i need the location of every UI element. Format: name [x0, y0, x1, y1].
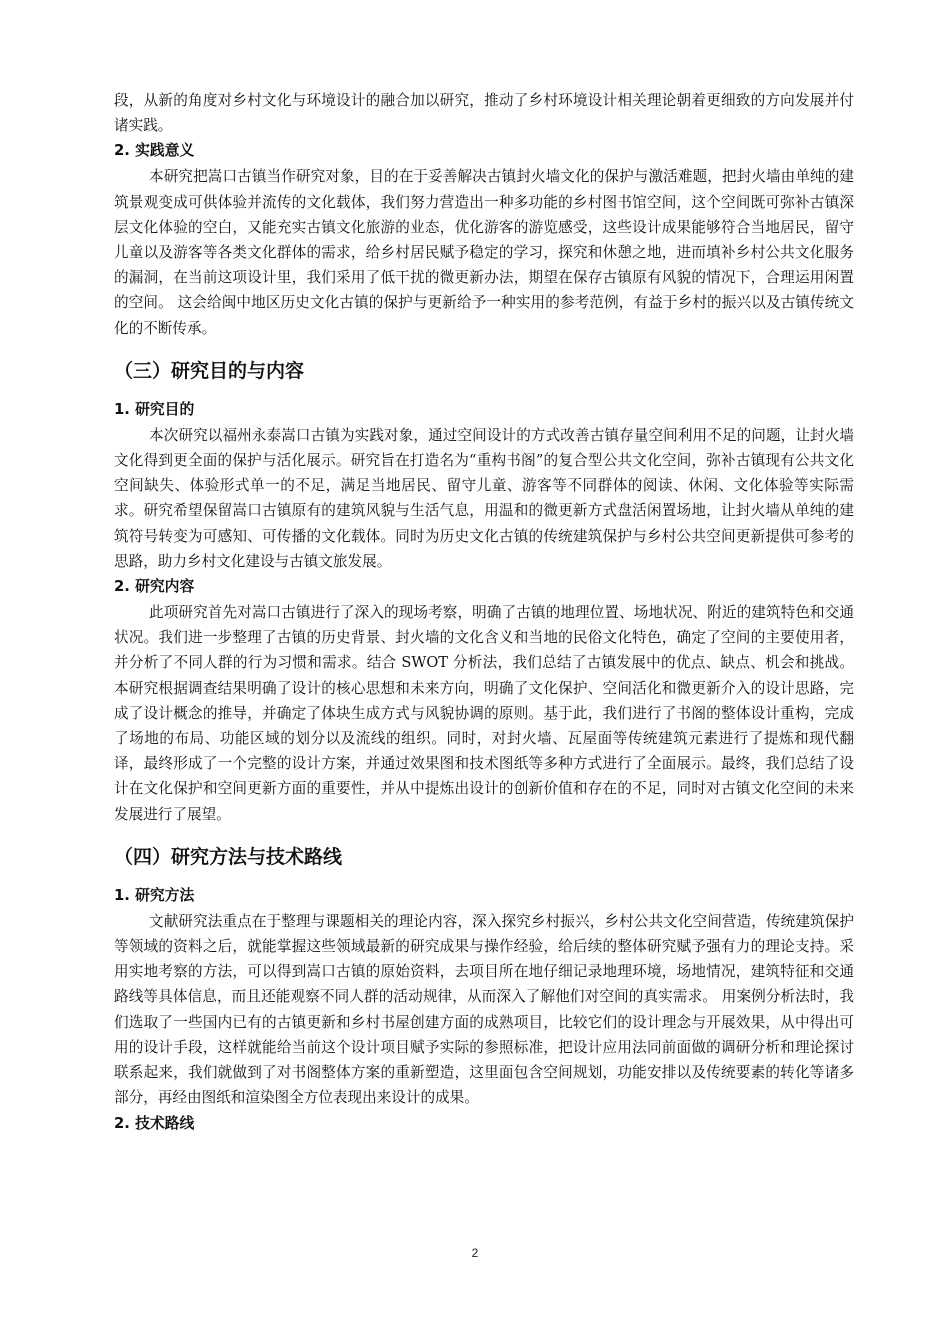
section-heading-methods-route: （四）研究方法与技术路线 — [114, 845, 343, 868]
heading-research-purpose: 1. 研究目的 — [114, 400, 195, 418]
paragraph-research-purpose: 本次研究以福州永泰嵩口古镇为实践对象，通过空间设计的方式改善古镇存量空间利用不足的问题，让封火墙文化得到更全面的保护与活化展示。研究旨在打造名为“重构书阁”的复合型公共文化空间，弥补古镇现有公共文化空间缺失、体验形式单一的不足，满足当地居民、留守儿童、游客等不同群体的阅读、休闲、文化体验等实际需求。研究希望保留嵩口古镇原有的建筑风貌与生活气息，用温和的微更新方式盘活闲置场地，让封火墙从单纯的建筑符号转变为可感知、可传播的文化载体。同时为历史文化古镇的传统建筑保护与乡村公共空间更新提供可参考的思路，助力乡村文化建设与古镇文旅发展。 — [114, 426, 854, 570]
heading-research-content: 2. 研究内容 — [114, 578, 195, 596]
document-body — [114, 88, 854, 1137]
heading-technical-route: 2. 技术路线 — [114, 1114, 195, 1132]
section-heading-purpose-content: （三）研究目的与内容 — [114, 359, 305, 382]
heading-practical-significance: 2. 实践意义 — [114, 142, 195, 160]
paragraph-research-methods: 文献研究法重点在于整理与课题相关的理论内容，深入探究乡村振兴，乡村公共文化空间营造，传统建筑保护等领域的资料之后，就能掌握这些领域最新的研究成果与操作经验，给后续的整体研究赋予强有力的理论支持。采用实地考察的方法，可以得到嵩口古镇的原始资料，去项目所在地仔细记录地理环境，场地情况，建筑特征和交通路线等具体信息，而且还能观察不同人群的活动规律，从而深入了解他们对空间的真实需求。 用案例分析法时，我们选取了一些国内已有的古镇更新和乡村书屋创建方面的成熟项目，比较它们的设计理念与开展效果，从中得出可用的设计手段，这样就能给当前这个设计项目赋予实际的参照标准，把设计应用法同前面做的调研分析和理论探讨联系起来，我们就做到了对书阁整体方案的重新塑造，这里面包含空间规划，功能安排以及传统要素的转化等诸多部分，再经由图纸和渲染图全方位表现出来设计的成果。 — [114, 912, 854, 1107]
paragraph-research-content: 此项研究首先对嵩口古镇进行了深入的现场考察，明确了古镇的地理位置、场地状况、附近的建筑特色和交通状况。我们进一步整理了古镇的历史背景、封火墙的文化含义和当地的民俗文化特色，确定了空间的主要使用者，并分析了不同人群的行为习惯和需求。结合 SWOT 分析法，我们总结了古镇发展中的优点、缺点、机会和挑战。本研究根据调查结果明确了设计的核心思想和未来方向，明确了文化保护、空间活化和微更新介入的设计思路，完成了设计概念的推导，并确定了体块生成方式与风貌协调的原则。基于此，我们进行了书阁的整体设计重构，完成了场地的布局、功能区域的划分以及流线的组织。同时，对封火墙、瓦屋面等传统建筑元素进行了提炼和现代翻译，最终形成了一个完整的设计方案，并通过效果图和技术图纸等多种方式进行了全面展示。最终，我们总结了设计在文化保护和空间更新方面的重要性，并从中提炼出设计的创新价值和存在的不足，同时对古镇文化空间的未来发展进行了展望。 — [114, 604, 854, 823]
paragraph-practical-significance: 本研究把嵩口古镇当作研究对象，目的在于妥善解决古镇封火墙文化的保护与激活难题，把封火墙由单纯的建筑景观变成可供体验并流传的文化载体，我们努力营造出一种多功能的乡村图书馆空间，这个空间既可弥补古镇深层文化体验的空白，又能充实古镇文化旅游的业态，优化游客的游览感受，这些设计成果能够符合当地居民，留守儿童以及游客等各类文化群体的需求，给乡村居民赋予稳定的学习，探究和休憩之地，进而填补乡村公共文化服务的漏洞，在当前这项设计里，我们采用了低干扰的微更新办法，期望在保存古镇原有风貌的情况下，合理运用闲置的空间。 这会给闽中地区历史文化古镇的保护与更新给予一种实用的参考范例，有益于乡村的振兴以及古镇传统文化的不断传承。 — [114, 168, 854, 337]
page-number: 2 — [471, 1246, 479, 1260]
paragraph-intro-continued: 段，从新的角度对乡村文化与环境设计的融合加以研究，推动了乡村环境设计相关理论朝着更细致的方向发展并付诸实践。 — [114, 92, 854, 135]
heading-research-methods: 1. 研究方法 — [114, 886, 195, 904]
